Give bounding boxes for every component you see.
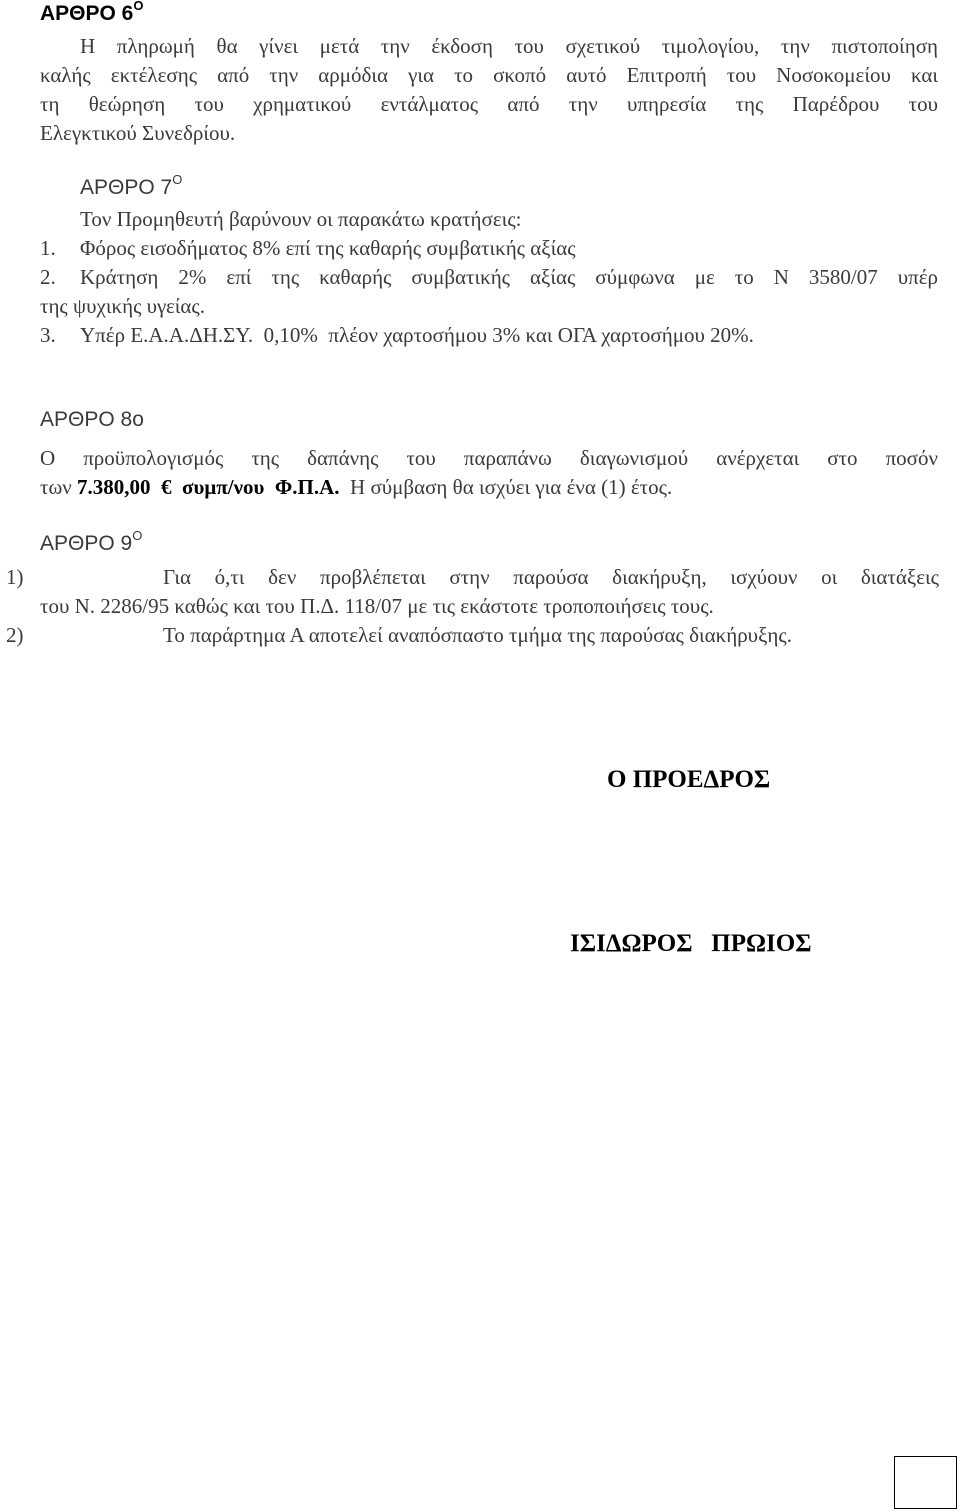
- article8-line-2-prefix: των: [40, 475, 78, 499]
- article6-heading: [40, 2, 144, 26]
- article6-line-1: Η πληρωμή θα γίνει μετά την έκδοση του σχετικού τιμολογίου, την πιστοποίηση: [80, 34, 938, 58]
- article9-heading-sup: Ο: [132, 528, 143, 543]
- article9-item-1-body: [163, 563, 939, 592]
- article8-body: [40, 444, 938, 473]
- article9-item-1-text: Για ό,τι δεν προβλέπεται στην παρούσα διακήρυξη, ισχύουν οι διατάξεις: [163, 565, 939, 589]
- article9-item-2-text: Το παράρτημα Α αποτελεί αναπόσπαστο τμήμα της παρούσας διακήρυξης.: [163, 623, 792, 647]
- article6-line-2: καλής εκτέλεσης από την αρμόδια για το σκοπό αυτό Επιτροπή του Νοσοκομείου και: [40, 63, 938, 87]
- article6-line-3: τη θεώρηση του χρηματικού εντάλματος από την υπηρεσία της Παρέδρου του: [40, 92, 938, 116]
- article8-line-1: Ο προϋπολογισμός της δαπάνης του παραπάνω διαγωνισμού ανέρχεται στο ποσόν: [40, 446, 938, 470]
- signature-title: Ο ΠΡΟΕΔΡΟΣ: [607, 766, 771, 793]
- article7-heading-text: ΑΡΘΡΟ 7: [80, 176, 173, 199]
- article9-item-1-number: 1): [6, 565, 24, 589]
- article7-item-3-number: 3.: [40, 323, 56, 347]
- article9-item-2-number: 2): [6, 623, 24, 647]
- article8-heading: ΑΡΘΡΟ 8ο: [40, 408, 144, 431]
- article7-item-2-text: Κράτηση 2% επί της καθαρής συμβατικής αξίας σύμφωνα με το Ν 3580/07 υπέρ: [80, 265, 938, 289]
- article7-intro: Τον Προμηθευτή βαρύνουν οι παρακάτω κρατήσεις:: [80, 207, 522, 231]
- article8-budget-amount: 7.380,00 € συμπ/νου Φ.Π.Α.: [77, 475, 340, 499]
- article8-line-2: [40, 473, 672, 502]
- article7-heading-sup: Ο: [172, 172, 183, 187]
- article6-heading-text: ΑΡΘΡΟ 6: [40, 2, 134, 25]
- article7-item-2-body: [80, 263, 938, 292]
- article7-item-2-continuation: της ψυχικής υγείας.: [40, 294, 205, 318]
- article9-heading: [40, 528, 143, 556]
- article9-heading-text: ΑΡΘΡΟ 9: [40, 532, 133, 555]
- article7-item-3-text: Υπέρ Ε.Α.Α.ΔΗ.ΣΥ. 0,10% πλέον χαρτοσήμου 3% και ΟΓΑ χαρτοσήμου 20%.: [80, 323, 754, 347]
- article8-line-2-suffix: Η σύμβαση θα ισχύει για ένα (1) έτος.: [339, 475, 673, 499]
- article6-line-4: Ελεγκτικού Συνεδρίου.: [40, 121, 236, 145]
- article7-item-1-text: Φόρος εισοδήματος 8% επί της καθαρής συμβατικής αξίας: [80, 236, 576, 260]
- signature-name: ΙΣΙΔΩΡΟΣ ΠΡΩΙΟΣ: [570, 930, 812, 957]
- page-number-box: [894, 1456, 957, 1509]
- article7-item-2-number: 2.: [40, 265, 56, 289]
- article7-heading: [80, 172, 183, 200]
- article9-item-1-continuation: του Ν. 2286/95 καθώς και του Π.Δ. 118/07 με τις εκάστοτε τροποποιήσεις τους.: [40, 594, 714, 618]
- article6-body: [40, 32, 938, 119]
- article7-item-1-number: 1.: [40, 236, 56, 260]
- article6-heading-sup: Ο: [133, 0, 144, 13]
